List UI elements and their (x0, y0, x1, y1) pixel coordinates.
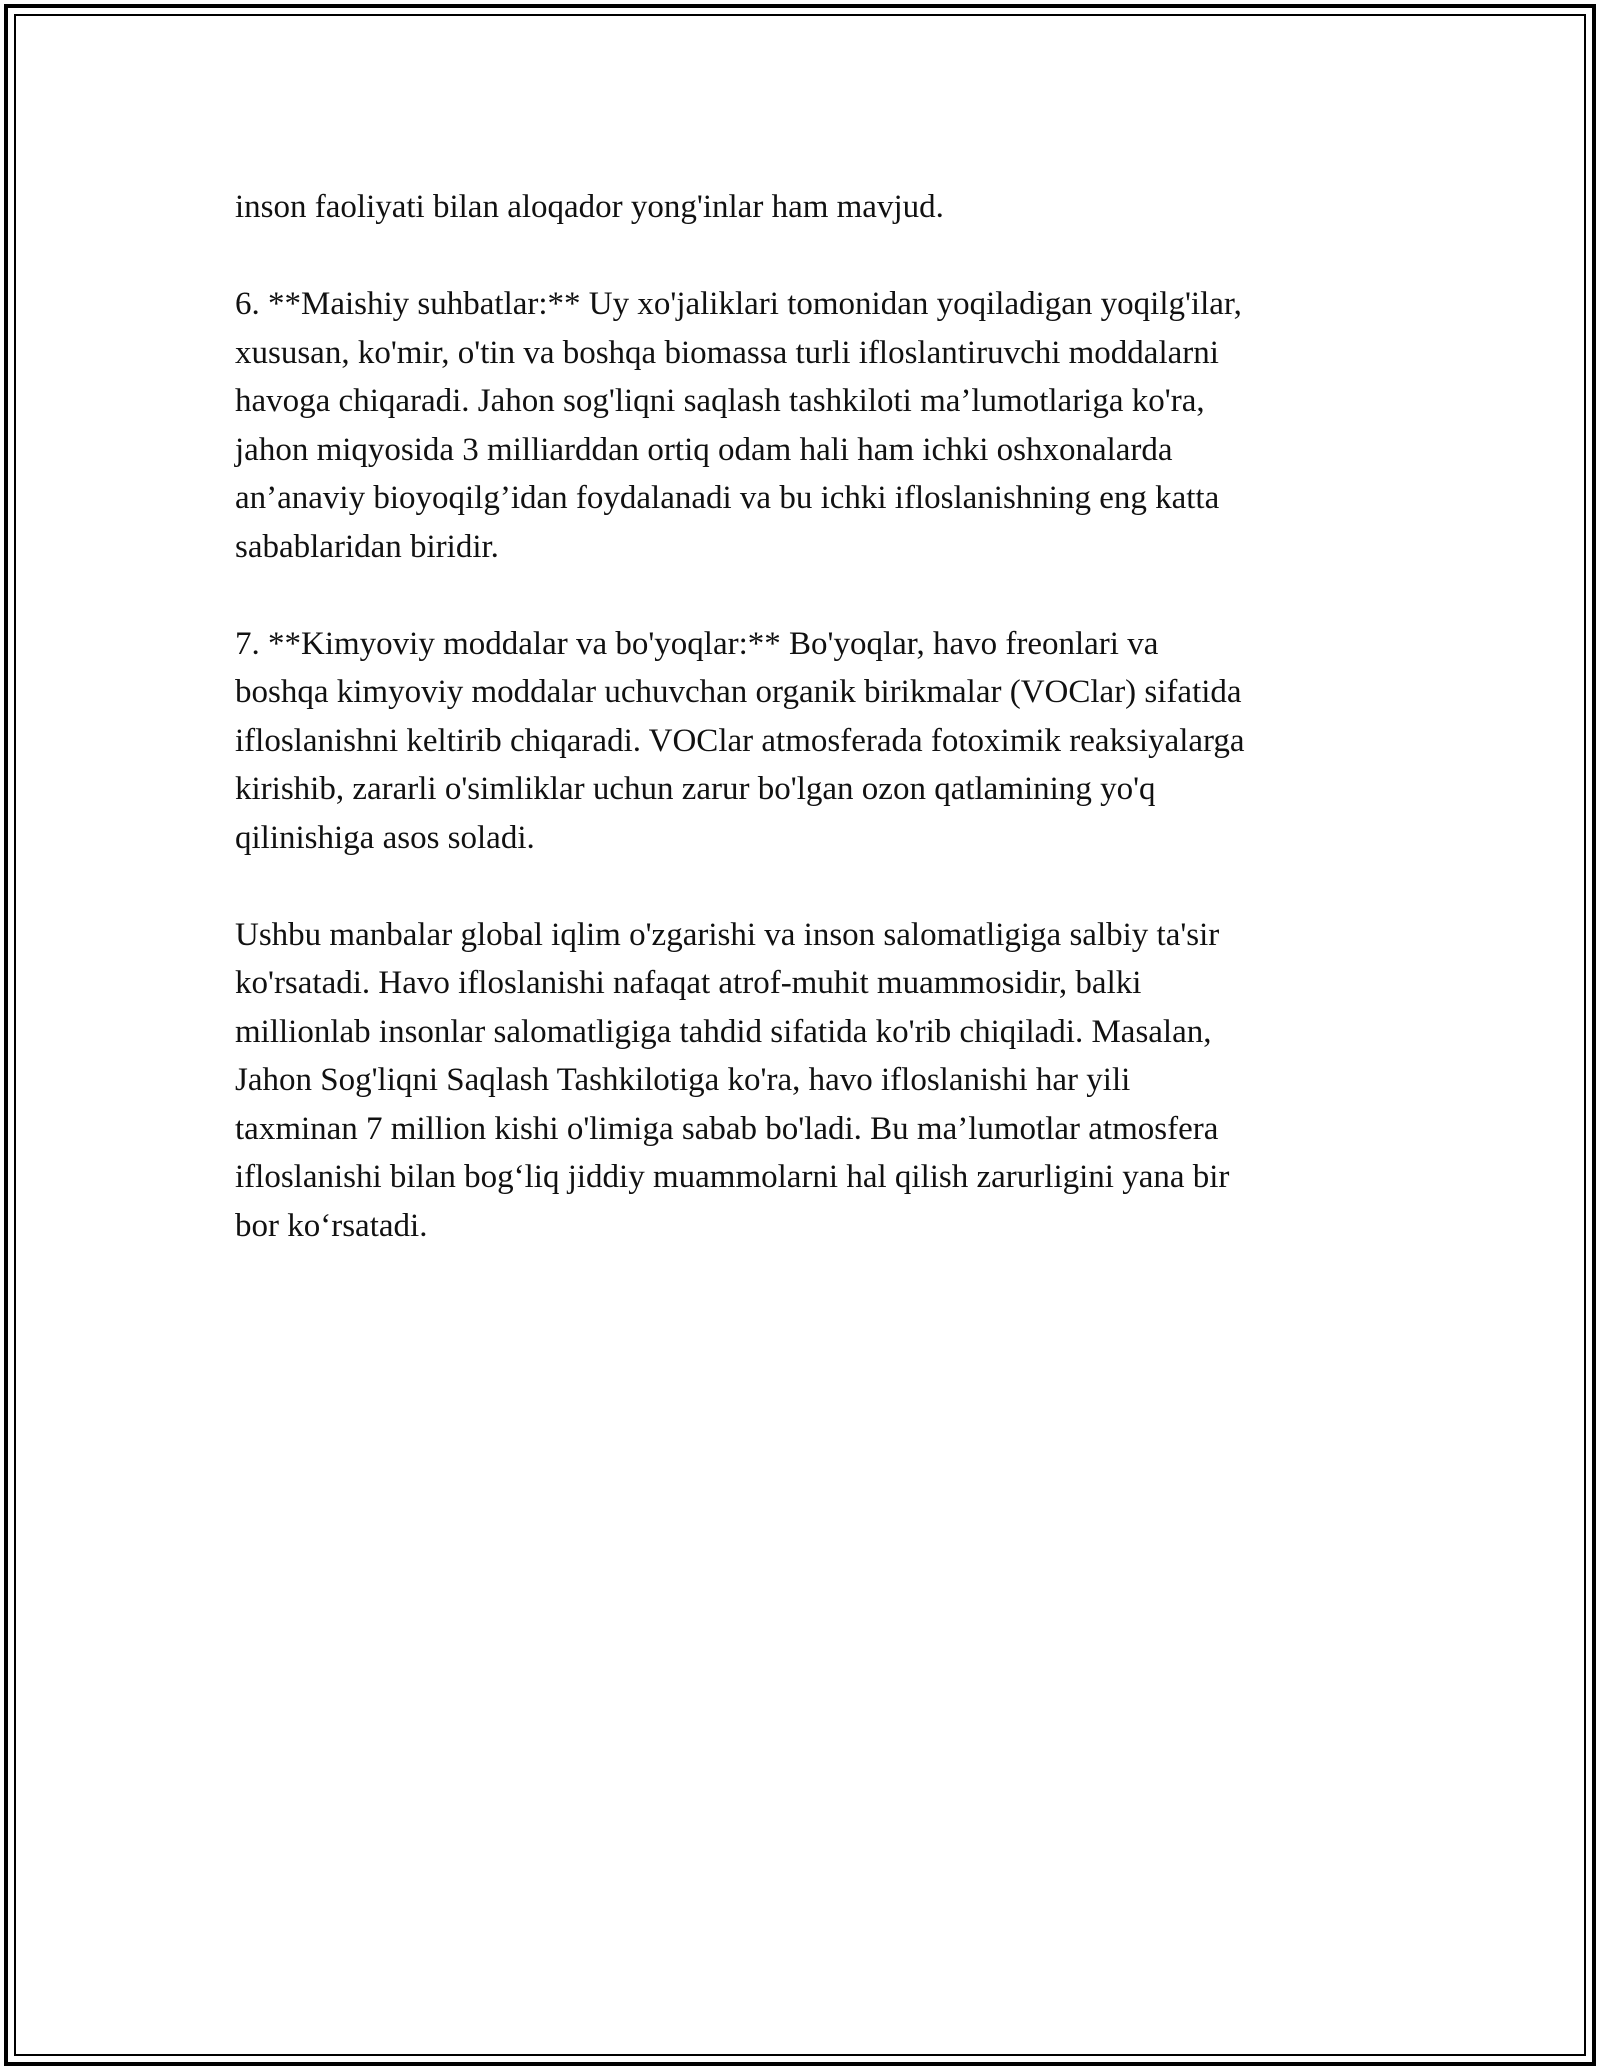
document-body (235, 183, 1365, 1299)
paragraph-chemicals-paints: 7. **Kimyoviy moddalar va bo'yoqlar:** Bo'yoqlar, havo freonlari va boshqa kimyoviy moddalar uchuvchan organik birikmalar (VOClar) sifatida ifloslanishni keltirib chiqaradi. VOClar atmosferada fotoximik reaksiyalarga kirishib, zararli o'simliklar uchun zarur bo'lgan ozon qatlamining yo'q qilinishiga asos soladi. (235, 625, 1245, 856)
paragraph-continuation: inson faoliyati bilan aloqador yong'inlar ham mavjud. (235, 189, 944, 225)
paragraph-conclusion: Ushbu manbalar global iqlim o'zgarishi va inson salomatligiga salbiy ta'sir ko'rsatadi. Havo ifloslanishi nafaqat atrof-muhit muammosidir, balki millionlab insonlar salomatligiga tahdid sifatida ko'rib chiqiladi. Masalan, Jahon Sog'liqni Saqlash Tashkilotiga ko'ra, havo ifloslanishi har yili taxminan 7 million kishi o'limiga sabab bo'ladi. Bu ma’lumotlar atmosfera ifloslanishi bilan bog‘liq jiddiy muammolarni hal qilish zarurligini yana bir bor ko‘rsatadi. (235, 916, 1230, 1244)
paragraph-household-fuels: 6. **Maishiy suhbatlar:** Uy xo'jaliklari tomonidan yoqiladigan yoqilg'ilar, xususan, ko'mir, o'tin va boshqa biomassa turli ifloslantiruvchi moddalarni havoga chiqaradi. Jahon sog'liqni saqlash tashkiloti ma’lumotlariga ko'ra, jahon miqyosida 3 milliarddan ortiq odam hali ham ichki oshxonalarda an’anaviy bioyoqilg’idan foydalanadi va bu ichki ifloslanishning eng katta sabablaridan biridir. (235, 286, 1242, 565)
